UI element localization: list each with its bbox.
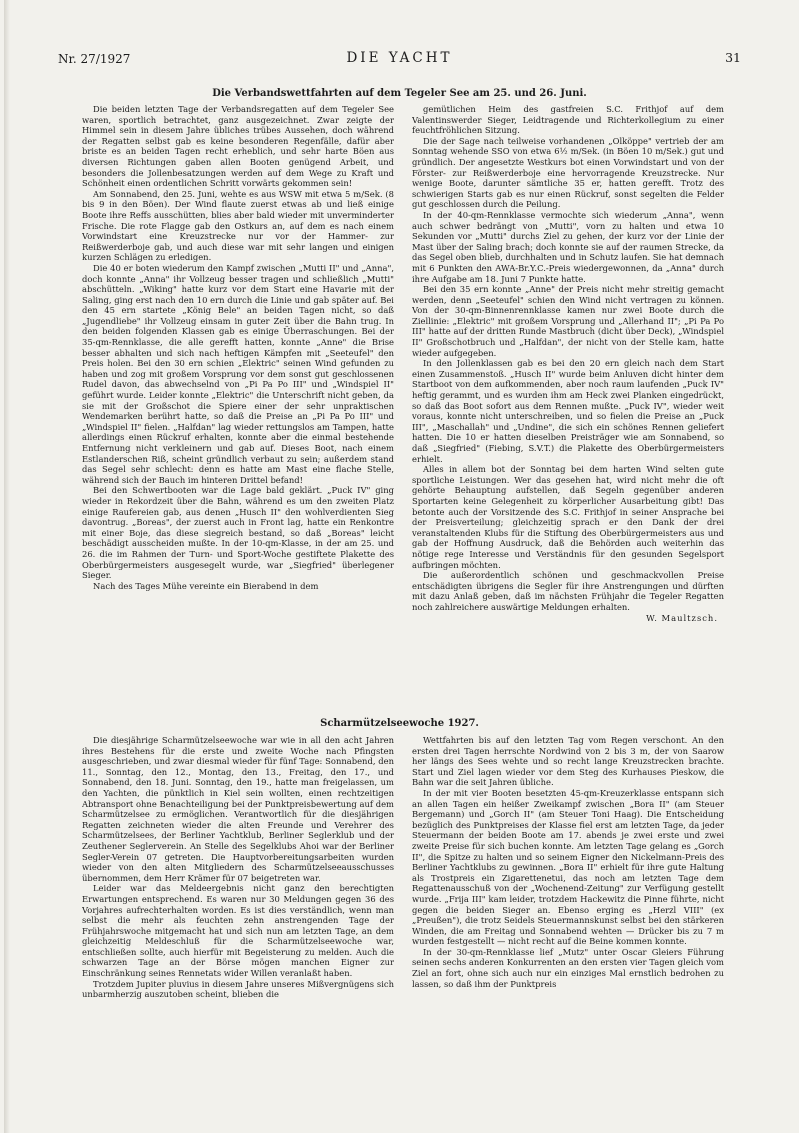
magazine-title: DIE YACHT [346,50,453,66]
article2-left-paragraph: Leider war das Meldeergebnis nicht ganz den berechtigten Erwartungen entsprechend. Es waren nur 30 Meldungen gegen 36 des Vorjahres aufrechterhalten worden. Es ist dies verständlich, wenn man selbst die mehr als feuchten zehn anstrengenden Tage der Frühjahrswoche mitgemacht hat und sich nun am letzten Tage, an dem gleichzeitig Meldeschluß für die Scharmützelseewoche war, entschließen sollte, auch hierfür mit Begeisterung zu melden. Auch die schwarzen Tage an der Börse mögen manchen Eigner zur Einschränkung seines Rennetats wider Willen veranlaßt haben. [82,883,394,979]
article2-right-paragraph: Wettfahrten bis auf den letzten Tag vom Regen verschont. An den ersten drei Tagen herrschte Nordwind von 2 bis 3 m, der von Saarow her längs des Sees wehte und so recht lange Kreuzstrecken brachte. Start und Ziel lagen wieder vor dem Steg des Kurhauses Pieskow, die Bahn war die seit Jahren übliche. [412,735,724,788]
article1-right-paragraph: In den Jollenklassen gab es bei den 20 ern gleich nach dem Start einen Zusammenstoß. „Husch II" wurde beim Anluven dicht hinter dem Startboot von dem aufkommenden, aber noch raum laufenden „Puck IV" heftig gerammt, und es wurden ihm am Heck zwei Planken eingedrückt, so daß das Boot sofort aus dem Rennen mußte. „Puck IV", wieder weit voraus, konnte nicht unterschreiben, und so fielen die Preise an „Puck III", „Maschallah" und „Undine", die sich ein schönes Rennen geliefert hatten. Die 10 er hatten dieselben Preisträger wie am Sonnabend, so daß „Siegfried" (Fiebing, S.V.T.) die Plakette des Oberbürgermeisters erhielt. [412,358,724,464]
article1-right-paragraph: gemütlichen Heim des gastfreien S.C. Frithjof auf dem Valentinswerder Sieger, Leidtragende und Richterkollegium zu einer feuchtfröhlichen Sitzung. [412,104,724,136]
article1-right-paragraph: Die außerordentlich schönen und geschmackvollen Preise entschädigten übrigens die Segler für ihre Anstrengungen und dürften mit dazu Anlaß geben, daß im nächsten Frühjahr die Tegeler Regatten noch zahlreichere auswärtige Meldungen erhalten. [412,570,724,612]
article1-left-paragraph: Am Sonnabend, den 25. Juni, wehte es aus WSW mit etwa 5 m/Sek. (8 bis 9 in den Böen). Der Wind flaute zuerst etwas ab und ließ einige Boote ihre Reffs ausschütten, blies aber bald wieder mit unverminderter Frische. Die rote Flagge gab den Ostkurs an, auf dem es nach einem Vorwindstart eine Kreuzstrecke nur vor der Hammer- zur Reißwerderboje gab, und auch diese war mit sehr langen und einigen kurzen Schlägen zu erledigen. [82,188,394,263]
article1-title: Die Verbandswettfahrten auf dem Tegeler See am 25. und 26. Juni. [212,88,587,99]
article2-title: Scharmützelseewoche 1927. [320,718,479,729]
article1-left-column [82,104,394,704]
article1-right-paragraph: Alles in allem bot der Sonntag bei dem harten Wind selten gute sportliche Leistungen. Wer das gesehen hat, wird nicht mehr die oft gehörte Behauptung aufstellen, daß Segeln gegenüber anderen Sportarten keine Gelegenheit zu körperlicher Ausarbeitung gibt! Das betonte auch der Vorsitzende des S.C. Frithjof in seiner Ansprache bei der Preisverteilung; gleichzeitig sprach er den Dank der drei veranstaltenden Klubs für die Stiftung des Oberbürgermeisters aus und gab der Hoffnung Ausdruck, daß die Behörden auch weiterhin das nötige rege Interesse und Verständnis für den gesunden Segelsport aufbringen möchten. [412,464,724,570]
article2-right-column [412,735,724,1093]
article1-right-paragraph: Die der Sage nach teilweise vorhandenen „Olköppe" vertrieb der am Sonntag wehende SSO von etwa 6½ m/Sek. (in Böen 10 m/Sek.) gut und gründlich. Der angesetzte Westkurs bot einen Vorwindstart und von der Förster- zur Reißwerderboje eine hervorragende Kreuzstrecke. Nur wenige Boote, darunter sämtliche 35 er, hatten gerefft. Trotz des schwierigen Starts gab es nur einen Rückruf, sonst segelten die Felder gut geschlossen durch die Peilung. [412,135,724,210]
article2-left-column [82,735,394,1093]
article1-left-paragraph: Die 40 er boten wiederum den Kampf zwischen „Mutti II" und „Anna", doch konnte „Anna" ihr Vollzeug besser tragen und schließlich „Mutti" abschütteln. „Wiking" hatte kurz vor dem Start eine Havarie mit der Saling, ging erst nach den 10 ern durch die Linie und gab später auf. Bei den 45 ern startete „König Bele" an beiden Tagen nicht, so daß „Jugendliebe" ihr Vollzeug einsam in guter Zeit über die Bahn trug. In den beiden folgenden Klassen gab es einige Überraschungen. Bei der 35-qm-Rennklasse, die alle gerefft hatten, konnte „Anne" die Brise besser abhalten und sich nach heftigen Kämpfen mit „Seeteufel" den Preis holen. Bei den 30 ern schien „Elektric" seinen Wind gefunden zu haben und zog mit großem Vorsprung vor dem sonst gut geschlossenen Rudel davon, das abwechselnd von „Pi Pa Po III" und „Windspiel II" geführt wurde. Leider konnte „Elektric" die Unterschrift nicht geben, da sie mit der Großschot die Spiere einer der sehr unpraktischen Wendemarken berührt hatte, so daß die Preise an „Pi Pa Po III" und „Windspiel II" fielen. „Halfdan" lag wieder rettungslos am Tampen, hatte allerdings einen Rückruf erhalten, konnte aber die einmal bestehende Entfernung nicht verkleinern und gab auf. Dieses Boot, nach einem Estlanderschen Riß, scheint gründlich verbaut zu sein; außerdem stand das Segel sehr schlecht: denn es hatte am Mast eine flache Stelle, während sich der Bauch im hinteren Drittel befand! [82,262,394,485]
article2-right-paragraph: In der 30-qm-Rennklasse lief „Mutz" unter Oscar Gleiers Führung seinen sechs anderen Konkurrenten an den ersten vier Tagen gleich vom Ziel an fort, ohne sich auch nur ein einziges Mal ernstlich bedrohen zu lassen, so daß ihm der Punktpreis [412,946,724,989]
article2-left-paragraph: Trotzdem Jupiter pluvius in diesem Jahre unseres Mißvergnügens sich unbarmherzig auszutoben scheint, blieben die [82,978,394,1000]
page-header [58,50,741,70]
article2-left-paragraph: Die diesjährige Scharmützelseewoche war wie in all den acht Jahren ihres Bestehens für die erste und zweite Woche nach Pfingsten ausgeschrieben, und zwar diesmal wieder für fünf Tage: Sonnabend, den 11., Sonntag, den 12., Montag, den 13., Freitag, den 17., und Sonnabend, den 18. Juni. Sonntag, den 19., hatte man freigelassen, um den Yachten, die pünktlich in Kiel sein wollten, einen rechtzeitigen Abtransport ohne Benachteiligung bei der Punktpreisbewertung auf dem Scharmützelsee zu ermöglichen. Verantwortlich für die diesjährigen Regatten zeichneten wieder die alten Freunde und Verehrer des Scharmützelsees, der Berliner Yachtklub, Berliner Seglerklub und der Zeuthener Seglerverein. An Stelle des Segelklubs Ahoi war der Berliner Segler-Verein 07 getreten. Die Hauptvorbereitungsarbeiten wurden wieder von den alten Mitgliedern des Scharmützelseeausschusses übernommen, dem Herr Krämer für 07 beigetreten war. [82,735,394,883]
article2-right-paragraph: In der mit vier Booten besetzten 45-qm-Kreuzerklasse entspann sich an allen Tagen ein heißer Zweikampf zwischen „Bora II" (am Steuer Bergemann) und „Gorch II" (am Steuer Toni Haag). Die Entscheidung bezüglich des Punktpreises der Klasse fiel erst am letzten Tage, da jeder Steuermann der beiden Boote am 17. abends je zwei erste und zwei zweite Preise für sich buchen konnte. Am letzten Tage gelang es „Gorch II", die Spitze zu halten und so seinem Eigner den Nickelmann-Preis des Berliner Yachtklubs zu gewinnen. „Bora II" erhielt für ihre gute Haltung als Trostpreis ein Zigarettenetui, das noch am letzten Tage dem Regattenausschuß von der „Wochenend-Zeitung" zur Verfügung gestellt wurde. „Frija III" kam leider, trotzdem Hackewitz die Pinne führte, nicht gegen die beiden Sieger an. Ebenso erging es „Herzl VIII" (ex „Preußen"), die trotz Seidels Steuermannskunst selbst bei den stärkeren Winden, die am Freitag und Sonnabend wehten — Drücker bis zu 7 m wurden festgestellt — nicht recht auf die Beine kommen konnte. [412,787,724,947]
article1-right-column [412,104,724,704]
author-signature: W. Maultzsch. [646,612,718,623]
article1-right-paragraph: In der 40-qm-Rennklasse vermochte sich wiederum „Anna", wenn auch schwer bedrängt von „Mutti", vorn zu halten und etwa 10 Sekunden vor „Mutti" durchs Ziel zu gehen, der kurz vor der Linie der Mast über der Saling brach; doch konnte sie auf der raumen Strecke, da das Segel oben blieb, durchhalten und in Schutz laufen. Sie hat demnach mit 6 Punkten den AWA-Br.Y.C.-Preis wiedergewonnen, da „Anna" durch ihre Aufgabe am 18. Juni 7 Punkte hatte. [412,209,724,284]
article1-left-paragraph: Die beiden letzten Tage der Verbandsregatten auf dem Tegeler See waren, sportlich betrachtet, ganz ausgezeichnet. Zwar zeigte der Himmel sein in diesem Jahre übliches trübes Aussehen, doch während der Regatten selbst gab es keine besonderen Regenfälle, dafür aber briste es an beiden Tagen recht erheblich, und sehr harte Böen aus diversen Richtungen gaben allen Booten genügend Arbeit, und besonders die Jollenbesatzungen werden auf dem Wege zu Kraft und Schönheit einen ordentlichen Schritt vorwärts gekommen sein! [82,104,394,189]
issue-number: Nr. 27/1927 [58,52,131,66]
article1-right-paragraph: Bei den 35 ern konnte „Anne" der Preis nicht mehr streitig gemacht werden, denn „Seeteufel" schien den Wind nicht vertragen zu können. Von der 30-qm-Binnenrennklasse kamen nur zwei Boote durch die Ziellinie: „Elektric" mit großem Vorsprung und „Allerhand II"; „Pi Pa Po III" hatte auf der dritten Runde Mastbruch (dicht über Deck), „Windspiel II" Großschotbruch und „Halfdan", der nicht von der Stelle kam, hatte wieder aufgegeben. [412,284,724,358]
article1-left-paragraph: Nach des Tages Mühe vereinte ein Bierabend in dem [93,580,319,591]
article1-left-paragraph: Bei den Schwertbooten war die Lage bald geklärt. „Puck IV" ging wieder in Rekordzeit über die Bahn, während es um den zweiten Platz einige Raufereien gab, aus denen „Husch II" den wohlverdienten Sieg davontrug. „Boreas", der zuerst auch in Front lag, hatte ein Renkontre mit einer Boje, das diese siegreich bestand, so daß „Boreas" leicht beschädigt ausscheiden mußte. In der 10-qm-Klasse, in der am 25. und 26. die im Rahmen der Turn- und Sport-Woche gestiftete Plakette des Oberbürgermeisters ausgesegelt wurde, war „Siegfried" überlegener Sieger. [82,485,394,581]
page-number: 31 [725,50,741,65]
scan-edge-shadow [4,0,10,1133]
